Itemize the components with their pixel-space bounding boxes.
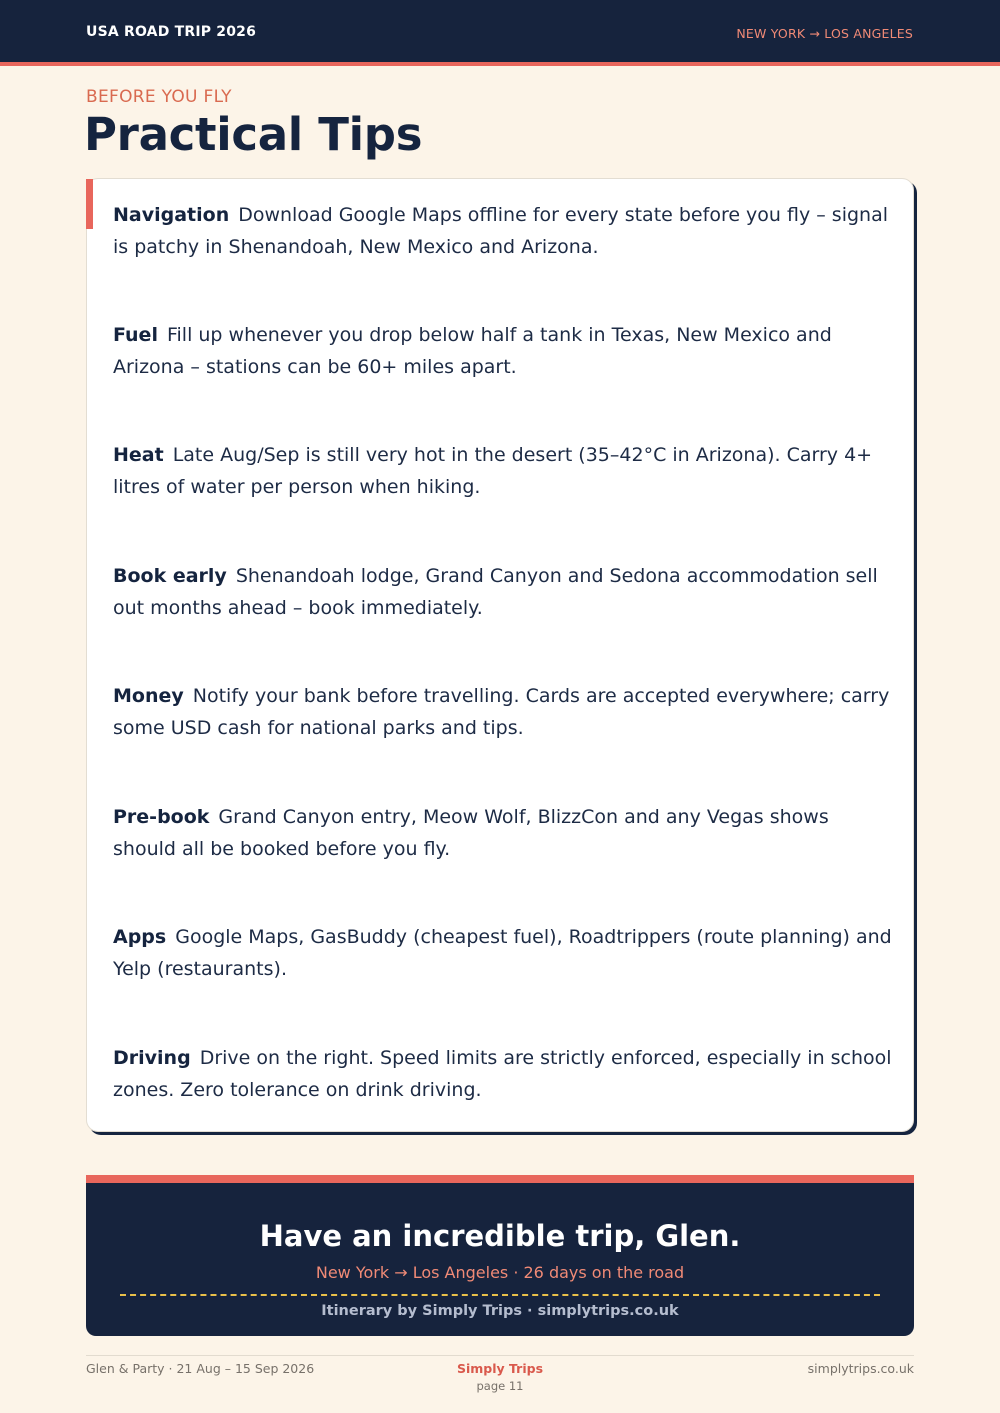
footer-website: simplytrips.co.uk	[807, 1361, 914, 1376]
header-bar	[0, 0, 1000, 66]
tip-label: Money	[113, 685, 184, 707]
tip-driving	[113, 1042, 897, 1106]
brand-title: USA ROAD TRIP 2026	[86, 24, 257, 40]
tip-text: Notify your bank before travelling. Cards are accepted everywhere; carry some USD cash for national parks and tips.	[113, 685, 890, 739]
tip-text: Fill up whenever you drop below half a tank in Texas, New Mexico and Arizona – stations can be 60+ miles apart.	[113, 324, 832, 378]
tip-text: Download Google Maps offline for every state before you fly – signal is patchy in Shenandoah, New Mexico and Arizona.	[113, 204, 889, 258]
tip-label: Navigation	[113, 204, 230, 226]
section-eyebrow: BEFORE YOU FLY	[86, 87, 232, 107]
card-accent-bar	[86, 179, 93, 229]
itinerary-credit: Itinerary by Simply Trips · simplytrips.co.uk	[321, 1303, 679, 1319]
route-label: NEW YORK → LOS ANGELES	[736, 26, 913, 41]
tip-money	[113, 680, 897, 744]
footer-center	[400, 1361, 600, 1393]
footer-trip-info: Glen & Party · 21 Aug – 15 Sep 2026	[86, 1361, 315, 1376]
tip-label: Apps	[113, 926, 167, 948]
tip-label: Book early	[113, 565, 227, 587]
tip-text: Google Maps, GasBuddy (cheapest fuel), Roadtrippers (route planning) and Yelp (restaurants).	[113, 926, 892, 980]
tip-heat	[113, 439, 897, 503]
footer-divider	[86, 1355, 914, 1356]
tips-card	[86, 178, 914, 1132]
tip-book-early	[113, 560, 897, 624]
tip-text: Shenandoah lodge, Grand Canyon and Sedona accommodation sell out months ahead – book immediately.	[113, 565, 878, 619]
tip-pre-book	[113, 801, 897, 865]
tip-text: Drive on the right. Speed limits are strictly enforced, especially in school zones. Zero tolerance on drink driving.	[113, 1047, 892, 1101]
tip-text: Late Aug/Sep is still very hot in the desert (35–42°C in Arizona). Carry 4+ litres of water per person when hiking.	[113, 444, 873, 498]
tip-fuel	[113, 319, 897, 383]
tip-text: Grand Canyon entry, Meow Wolf, BlizzCon and any Vegas shows should all be booked before you fly.	[113, 806, 829, 860]
tip-label: Pre-book	[113, 806, 210, 828]
closing-subtitle: New York → Los Angeles · 26 days on the road	[315, 1263, 685, 1282]
closing-title: Have an incredible trip, Glen.	[259, 1219, 741, 1253]
tip-label: Heat	[113, 444, 164, 466]
tip-label: Driving	[113, 1047, 191, 1069]
tip-label: Fuel	[113, 324, 158, 346]
page-title: Practical Tips	[84, 108, 423, 161]
footer-brand: Simply Trips	[456, 1361, 544, 1376]
tip-apps	[113, 921, 897, 985]
page-number: page 11	[476, 1379, 524, 1393]
closing-panel	[86, 1175, 914, 1336]
dashed-divider	[120, 1294, 880, 1296]
tip-navigation	[113, 199, 897, 263]
